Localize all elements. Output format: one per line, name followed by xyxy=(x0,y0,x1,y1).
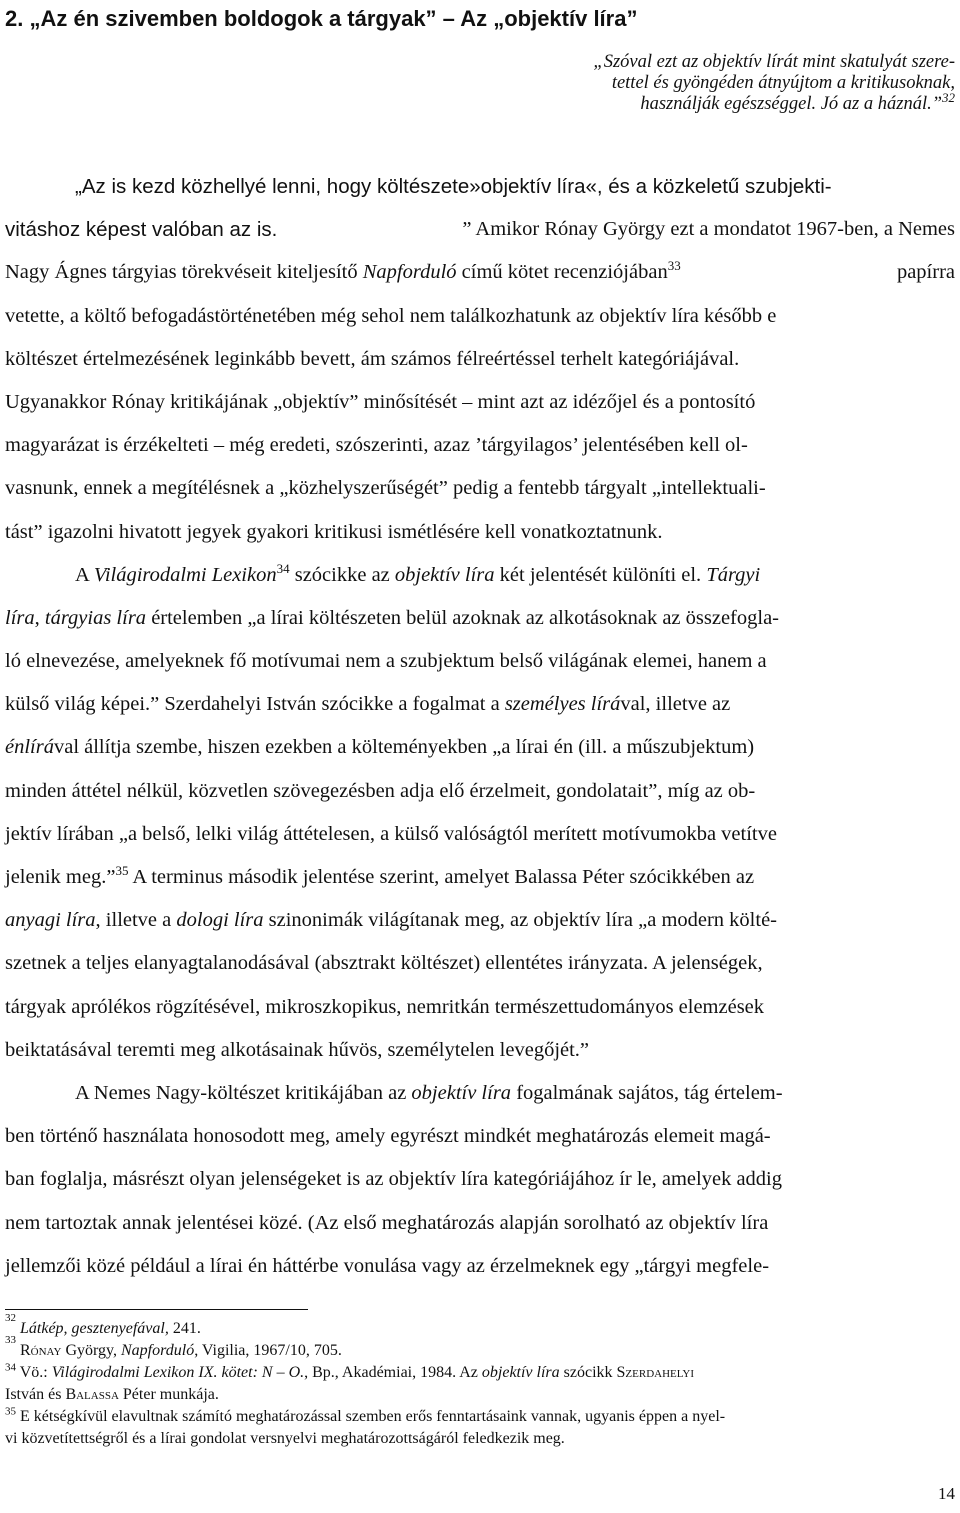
body-line: tárgyak aprólékos rögzítésével, mikroszkopikus, nemritkán természettudományos elemzések xyxy=(5,995,765,1018)
body-line: minden áttétel nélkül, közvetlen szövegezésben adja elő érzelmeit, gondolatait”, míg az ob- xyxy=(5,779,756,802)
body-line: vasnunk, ennek a megítélésnek a „közhelyszerűségét” pedig a fentebb tárgyalt „intellektuali- xyxy=(5,477,766,500)
body-line: „Az is kezd közhellyé lenni, hogy költészete»objektív líra«, és a közkeletű szubjekti- xyxy=(75,175,832,198)
body-line: ló elnevezése, amelyeknek fő motívumai nem a szubjektum belső világának elemei, hanem a xyxy=(5,650,767,673)
body-line: líra, tárgyias líra értelemben „a lírai költészeten belül azoknak az alkotásoknak az összefogla- xyxy=(5,606,779,629)
body-line: vetette, a költő befogadástörténetében még sehol nem találkozhatunk az objektív líra később e xyxy=(5,304,777,327)
body-line: ban foglalja, másrészt olyan jelenségeket is az objektív líra kategóriájához ír le, amelyek addig xyxy=(5,1168,782,1191)
footnote-divider xyxy=(5,1309,308,1310)
body-line: nem tartoztak annak jelentései közé. (Az első meghatározás alapján sorolható az objektív líra xyxy=(5,1211,769,1234)
body-line: külső világ képei.” Szerdahelyi István szócikke a fogalmat a személyes lírával, illetve az xyxy=(5,693,731,716)
footnotes xyxy=(5,1312,955,1450)
page-number: 14 xyxy=(938,1484,955,1503)
body-text xyxy=(5,165,955,1288)
body-line: jektív lírában „a belső, lelki világ áttételesen, a külső valóságtól merített motívumokba vetítve xyxy=(5,822,777,845)
body-line: A Nemes Nagy-költészet kritikájában az objektív líra fogalmának sajátos, tág értelem- xyxy=(75,1081,783,1104)
epigraph-line: „Szóval ezt az objektív lírát mint skatulyát szere- xyxy=(593,52,955,72)
footnote-35-continued: vi közvetítettségről és a lírai gondolat versnyelvi meghatározottságáról feledkezik meg. xyxy=(5,1430,565,1447)
body-line: magyarázat is érzékelteti – még eredeti, szószerinti, azaz ’tárgyilagos’ jelentésében kell ol- xyxy=(5,434,748,457)
epigraph-line: használják egészséggel. Jó az a háznál.”$^{32}$ xyxy=(640,89,955,114)
footnote-32: 32 Látkép, gesztenyefával, 241. xyxy=(5,1312,201,1337)
body-line: anyagi líra, illetve a dologi líra szinonimák világítanak meg, az objektív líra „a modern költé- xyxy=(5,909,778,932)
epigraph-line: tettel és gyöngéden átnyújtom a kritikusoknak, xyxy=(611,73,955,93)
body-line: jellemzői közé például a lírai én háttérbe vonulása vagy az érzelmeknek egy „tárgyi megfele- xyxy=(5,1254,770,1277)
body-line: beiktatásával teremti meg alkotásainak hűvös, személytelen levegőjét.” xyxy=(5,1038,590,1061)
body-line: A Világirodalmi Lexikon$^{34}$ szócikke az objektív líra két jelentését különíti el. Tárgyi xyxy=(75,560,761,586)
body-line: Ugyanakkor Rónay kritikájának „objektív” minősítését – mint azt az idézőjel és a pontosító xyxy=(5,390,756,413)
body-line: költészet értelmezésének leginkább bevett, ám számos félreértéssel terhelt kategóriájával. xyxy=(5,347,740,370)
body-line: jelenik meg.”$^{35}$ A terminus második jelentése szerint, amelyet Balassa Péter szócikkében az xyxy=(5,863,755,888)
body-line: vitáshoz képest valóban az is. ” Amikor Rónay György ezt a mondatot 1967-ben, a Nemes xyxy=(5,218,955,242)
footnote-35: $^{35}$ E kétségkívül elavultnak számító meghatározással szemben erős fenntartásaink vannak, ugyanis éppen a nyel- xyxy=(5,1405,726,1425)
footnote-34-continued: István és Balassa Péter munkája. xyxy=(5,1386,219,1403)
body-line: Nagy Ágnes tárgyias törekvéseit kiteljesítő Napforduló című kötet recenziójában$^{33}$ papírra xyxy=(5,258,955,284)
footnote-ref: 32 xyxy=(942,89,955,105)
document-page xyxy=(5,0,955,1513)
footnote-ref: 35 xyxy=(115,863,129,879)
footnote-ref: 34 xyxy=(276,560,290,576)
body-line: szetnek a teljes elanyagtalanodásával (absztrakt költészet) ellentétes irányzata. A jelenségek, xyxy=(5,952,763,975)
epigraph xyxy=(495,52,955,115)
body-line: tást” igazolni hivatott jegyek gyakori kritikusi ismétlésére kell vonatkoztatnunk. xyxy=(5,520,663,543)
footnote-ref: 33 xyxy=(667,258,681,274)
body-line: ben történő használata honosodott meg, amely egyrészt mindkét meghatározás elemeit magá- xyxy=(5,1125,771,1148)
footnote-34: $^{34}$ Vö.: Világirodalmi Lexikon IX. kötet: N – O., Bp., Akadémiai, 1984. Az objektív líra szócikk Szerdahelyi xyxy=(5,1361,694,1381)
chapter-heading: 2. „Az én szivemben boldogok a tárgyak” – Az „objektív líra” xyxy=(5,6,638,31)
body-line: énlírával állítja szembe, hiszen ezekben a költeményekben „a lírai én (ill. a műszubjektum) xyxy=(5,736,755,759)
footnote-33: 33 Rónay György, Napforduló , Vigilia, 1967/10, 705. xyxy=(5,1334,342,1359)
